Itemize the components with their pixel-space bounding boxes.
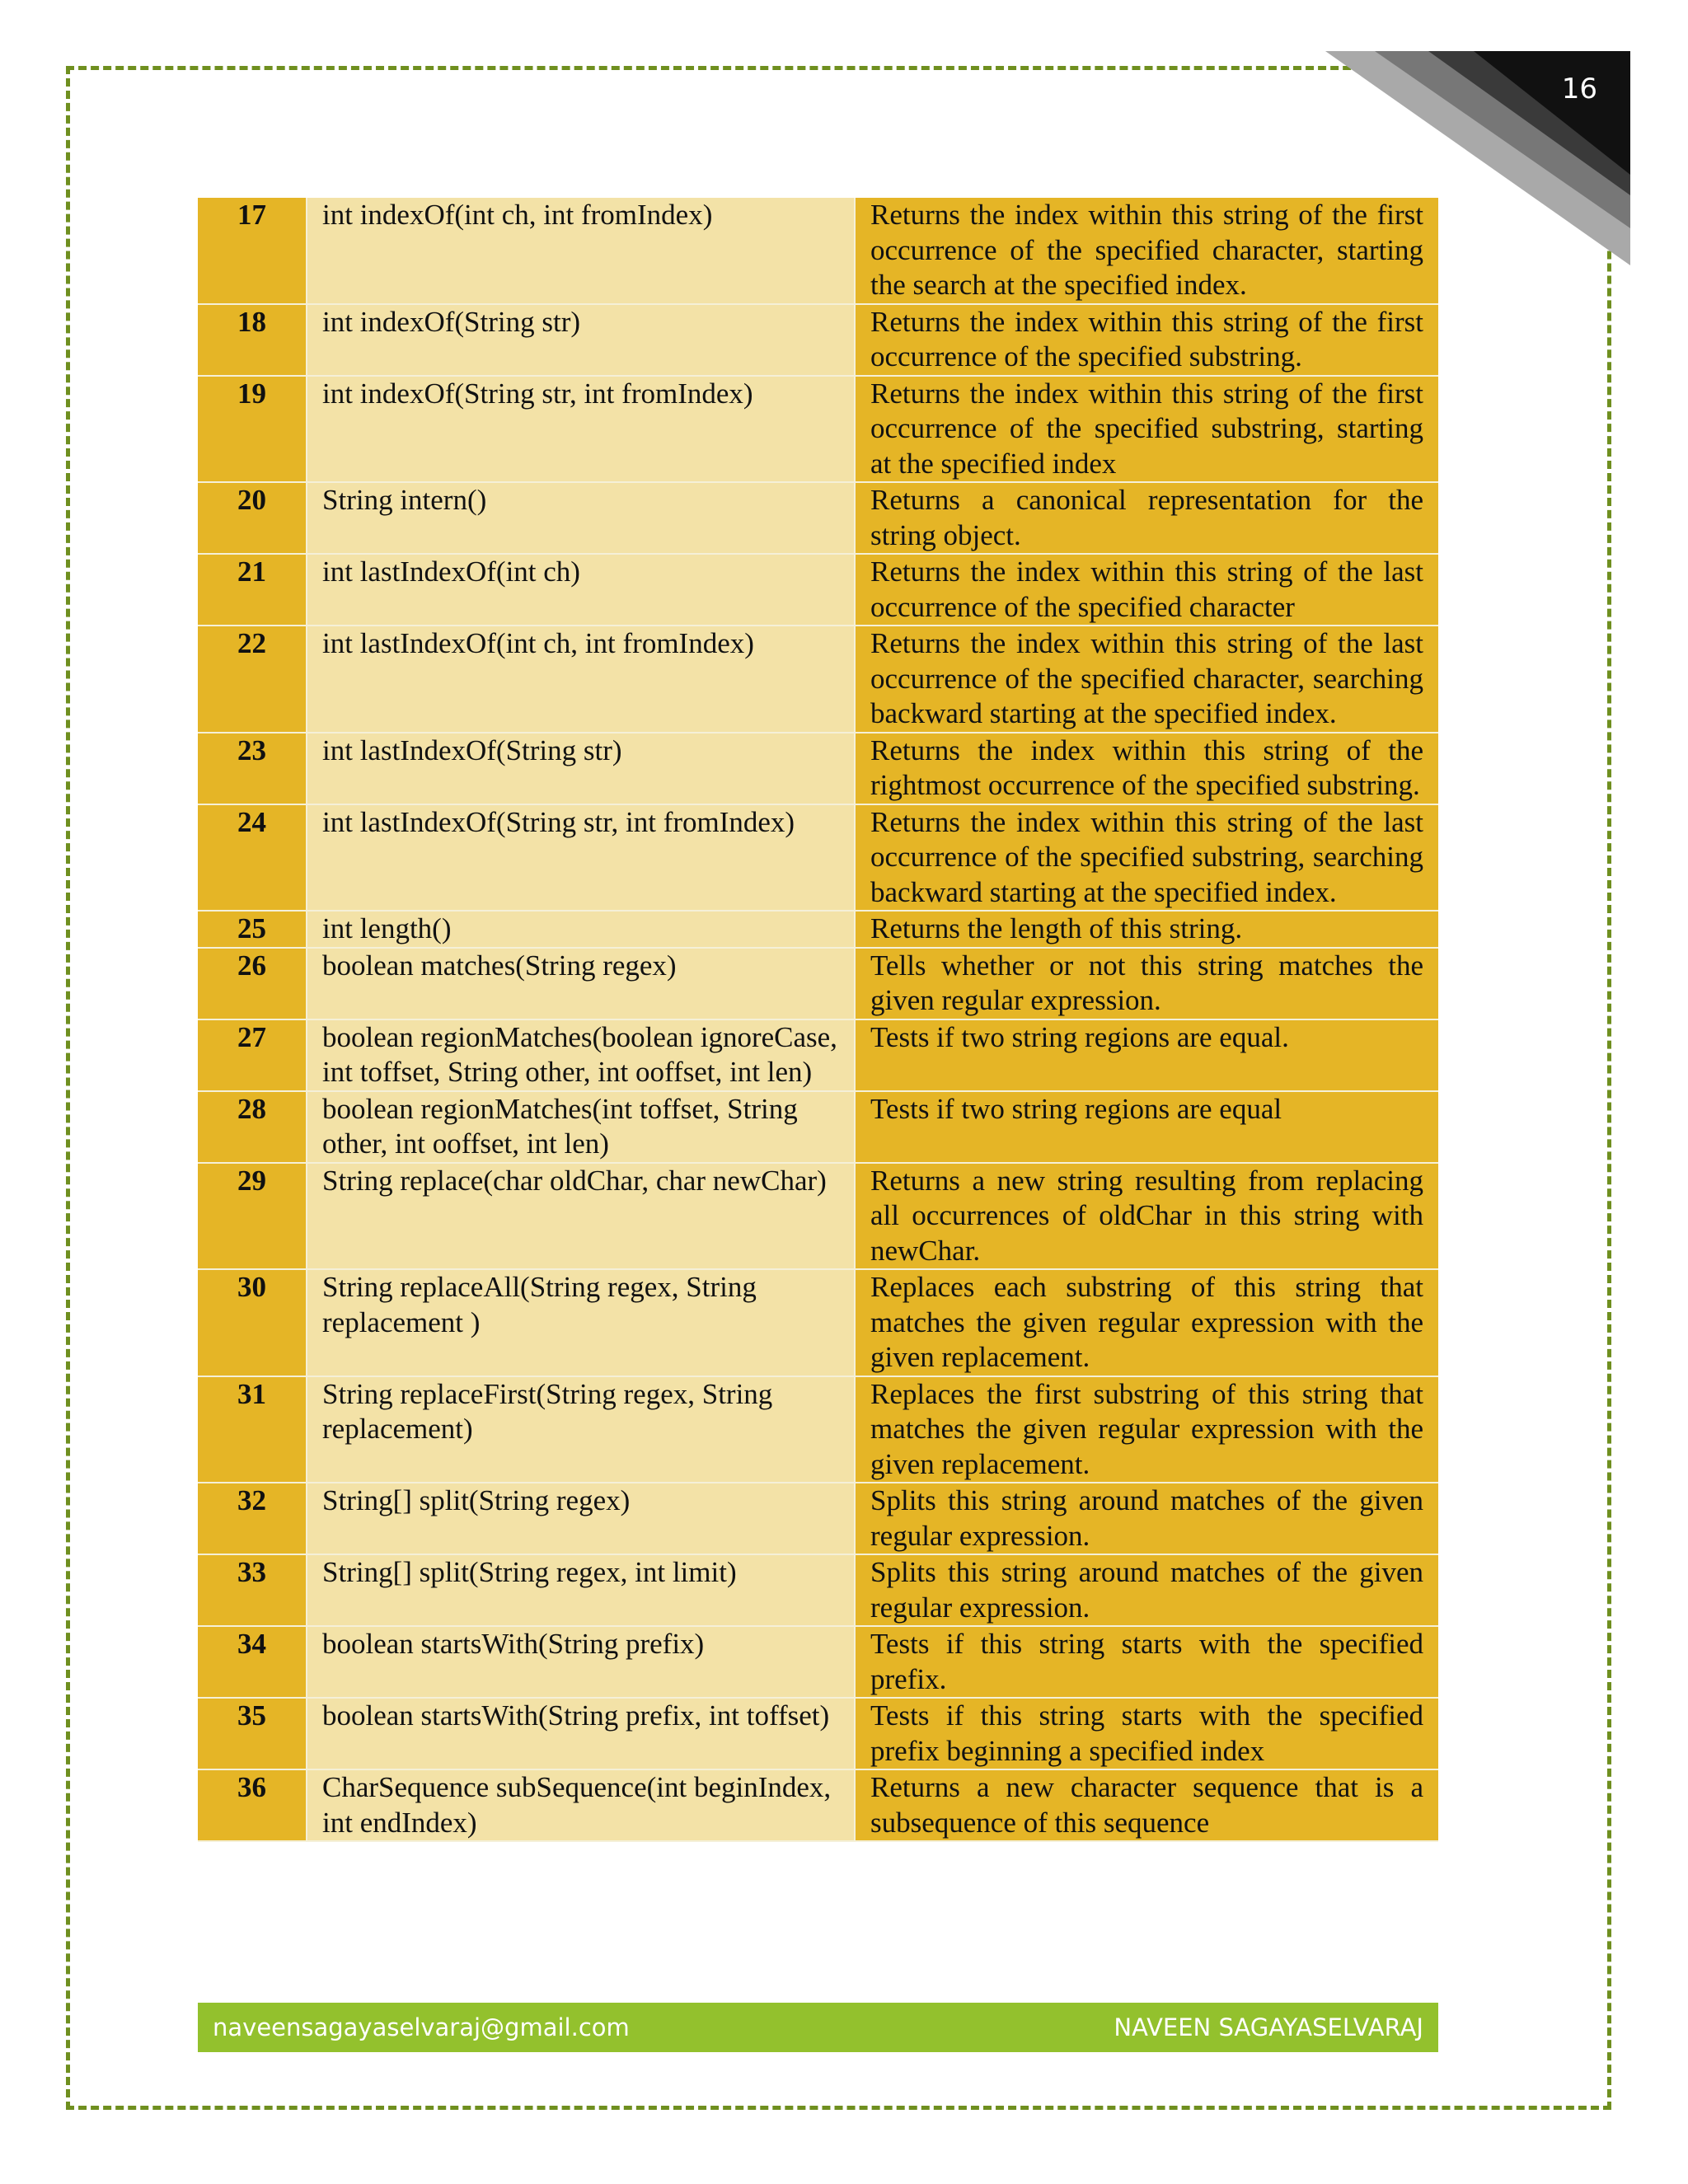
row-number: 30: [198, 1269, 307, 1376]
row-number: 27: [198, 1019, 307, 1091]
table-row: [198, 1163, 1438, 1270]
method-signature: int lastIndexOf(int ch, int fromIndex): [307, 626, 855, 733]
method-signature: int lastIndexOf(int ch): [307, 554, 855, 626]
method-description: Returns a canonical representation for the string object.: [855, 482, 1438, 554]
method-description: Tests if two string regions are equal: [855, 1091, 1438, 1163]
row-number: 35: [198, 1698, 307, 1769]
method-signature: String replace(char oldChar, char newChar): [307, 1163, 855, 1270]
row-number: 28: [198, 1091, 307, 1163]
method-description: Returns the index within this string of the first occurrence of the specified substring.: [855, 304, 1438, 376]
table-row: [198, 626, 1438, 733]
method-signature: boolean regionMatches(int toffset, String other, int ooffset, int len): [307, 1091, 855, 1163]
table-row: [198, 554, 1438, 626]
table-row: [198, 804, 1438, 912]
table-row: [198, 1091, 1438, 1163]
table-row: [198, 911, 1438, 948]
table-row: [198, 1698, 1438, 1769]
method-description: Returns the index within this string of the first occurrence of the specified substring, starting at the specified index: [855, 376, 1438, 483]
method-description: Returns the index within this string of the last occurrence of the specified character: [855, 554, 1438, 626]
table-row: [198, 1626, 1438, 1698]
table-row: [198, 1769, 1438, 1841]
method-signature: boolean regionMatches(boolean ignoreCase, int toffset, String other, int ooffset, int len): [307, 1019, 855, 1091]
row-number: 20: [198, 482, 307, 554]
table-row: [198, 198, 1438, 304]
method-description: Returns the index within this string of the rightmost occurrence of the specified substring.: [855, 733, 1438, 804]
row-number: 33: [198, 1554, 307, 1626]
method-signature: CharSequence subSequence(int beginIndex, int endIndex): [307, 1769, 855, 1841]
method-signature: int indexOf(String str, int fromIndex): [307, 376, 855, 483]
method-signature: boolean startsWith(String prefix): [307, 1626, 855, 1698]
method-description: Returns the index within this string of the last occurrence of the specified substring, searching backward starting at the specified index.: [855, 804, 1438, 912]
method-signature: String[] split(String regex, int limit): [307, 1554, 855, 1626]
row-number: 22: [198, 626, 307, 733]
method-description: Splits this string around matches of the given regular expression.: [855, 1554, 1438, 1626]
table-row: [198, 948, 1438, 1019]
table-row: [198, 376, 1438, 483]
table-row: [198, 1376, 1438, 1483]
footer-bar: [198, 2003, 1438, 2052]
method-signature: int lastIndexOf(String str, int fromIndex): [307, 804, 855, 912]
method-description: Returns the index within this string of the last occurrence of the specified character, searching backward starting at the specified index.: [855, 626, 1438, 733]
footer-author: NAVEEN SAGAYASELVARAJ: [1114, 2013, 1423, 2041]
method-description: Returns a new string resulting from replacing all occurrences of oldChar in this string with newChar.: [855, 1163, 1438, 1270]
method-description: Tests if this string starts with the specified prefix beginning a specified index: [855, 1698, 1438, 1769]
page-number: 16: [1561, 73, 1597, 105]
footer-email: naveensagayaselvaraj@gmail.com: [213, 2013, 630, 2041]
row-number: 31: [198, 1376, 307, 1483]
table-row: [198, 1019, 1438, 1091]
table-row: [198, 1483, 1438, 1554]
row-number: 36: [198, 1769, 307, 1841]
method-description: Replaces each substring of this string that matches the given regular expression with the given replacement.: [855, 1269, 1438, 1376]
method-signature: int lastIndexOf(String str): [307, 733, 855, 804]
method-signature: int indexOf(String str): [307, 304, 855, 376]
method-signature: String replaceFirst(String regex, String replacement): [307, 1376, 855, 1483]
row-number: 25: [198, 911, 307, 948]
method-description: Returns a new character sequence that is a subsequence of this sequence: [855, 1769, 1438, 1841]
row-number: 18: [198, 304, 307, 376]
row-number: 26: [198, 948, 307, 1019]
method-signature: int length(): [307, 911, 855, 948]
row-number: 19: [198, 376, 307, 483]
method-description: Splits this string around matches of the given regular expression.: [855, 1483, 1438, 1554]
table-row: [198, 482, 1438, 554]
method-description: Returns the index within this string of the first occurrence of the specified character, starting the search at the specified index.: [855, 198, 1438, 304]
method-description: Tests if this string starts with the specified prefix.: [855, 1626, 1438, 1698]
method-description: Tells whether or not this string matches the given regular expression.: [855, 948, 1438, 1019]
row-number: 21: [198, 554, 307, 626]
method-description: Returns the length of this string.: [855, 911, 1438, 948]
method-description: Replaces the first substring of this string that matches the given regular expression with the given replacement.: [855, 1376, 1438, 1483]
table-row: [198, 1554, 1438, 1626]
table-body: [198, 198, 1438, 1841]
row-number: 32: [198, 1483, 307, 1554]
table-row: [198, 1269, 1438, 1376]
method-signature: boolean matches(String regex): [307, 948, 855, 1019]
method-signature: String replaceAll(String regex, String replacement ): [307, 1269, 855, 1376]
row-number: 24: [198, 804, 307, 912]
row-number: 34: [198, 1626, 307, 1698]
row-number: 29: [198, 1163, 307, 1270]
row-number: 23: [198, 733, 307, 804]
table-row: [198, 733, 1438, 804]
method-description: Tests if two string regions are equal.: [855, 1019, 1438, 1091]
string-methods-table: [198, 198, 1438, 1842]
method-signature: int indexOf(int ch, int fromIndex): [307, 198, 855, 304]
method-signature: String intern(): [307, 482, 855, 554]
method-signature: String[] split(String regex): [307, 1483, 855, 1554]
table-row: [198, 304, 1438, 376]
row-number: 17: [198, 198, 307, 304]
method-signature: boolean startsWith(String prefix, int toffset): [307, 1698, 855, 1769]
